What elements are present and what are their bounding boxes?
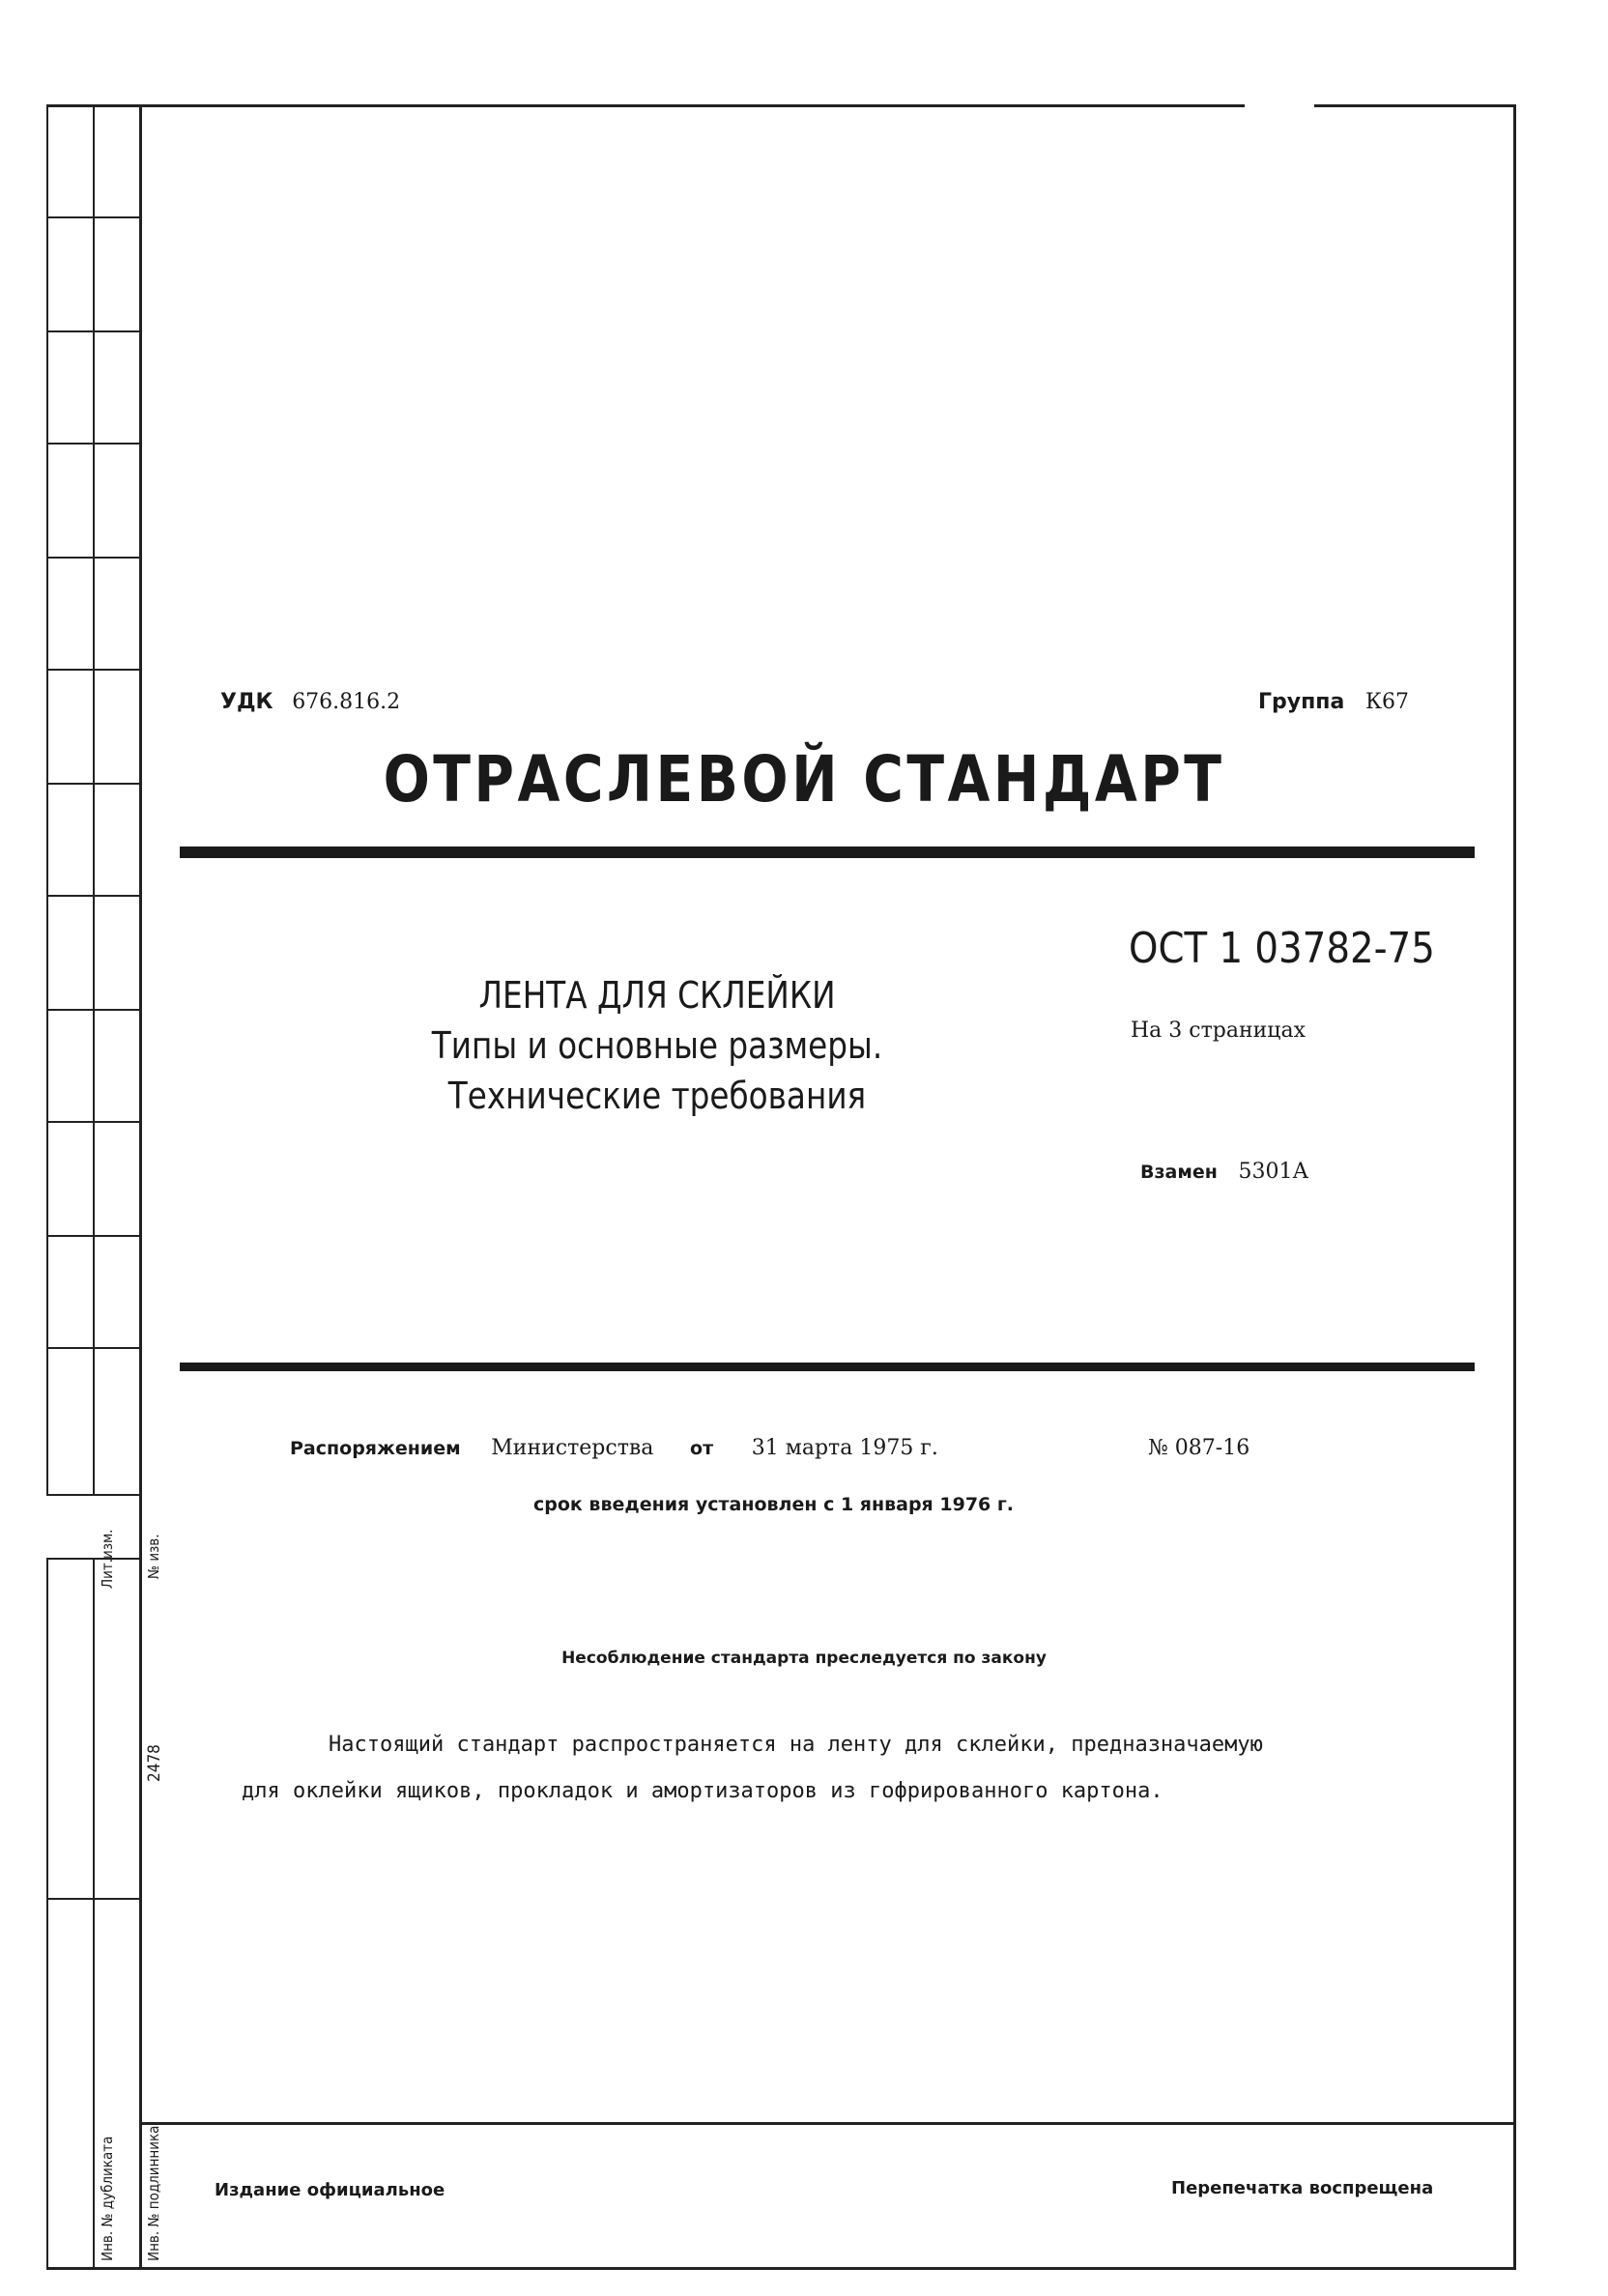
footer-official: Издание официальное — [215, 2180, 445, 2200]
stub-row-line — [46, 1235, 139, 1237]
subject-line-2: Типы и основные размеры. — [431, 1024, 883, 1067]
stub-row-line — [46, 1347, 139, 1349]
standard-number: ОСТ 1 03782-75 — [1129, 924, 1435, 973]
stub-row-line — [46, 330, 139, 332]
order-from: от — [690, 1438, 714, 1459]
replaces-value: 5301А — [1238, 1160, 1309, 1184]
order-label: Распоряжением — [290, 1438, 461, 1459]
stub-row-line — [46, 216, 139, 218]
stub-row-line — [46, 895, 139, 897]
order-line — [290, 1436, 1295, 1460]
stub-divider — [93, 104, 95, 1496]
body-line-2: для оклейки ящиков, прокладок и амортизаторов из гофрированного картона. — [242, 1779, 1163, 1803]
stub-border — [46, 104, 48, 1496]
stub-inv-podl: Инв. № подлинника — [145, 2125, 162, 2261]
stub-row-line — [46, 557, 139, 559]
order-number: № 087-16 — [1148, 1436, 1250, 1460]
footer-divider — [139, 2122, 1516, 2125]
group — [1258, 690, 1409, 714]
stub-no-izv: № изв. — [145, 1534, 162, 1579]
stub-row-line — [46, 1121, 139, 1123]
effective-date: срок введения установлен с 1 января 1976 г. — [533, 1494, 1015, 1515]
stub-inv-number: 2478 — [145, 1744, 164, 1782]
page-title: ОТРАСЛЕВОЙ СТАНДАРТ — [383, 742, 1225, 817]
udk-value: 676.816.2 — [292, 690, 401, 714]
stub-row-line — [46, 1009, 139, 1011]
body-paragraph — [242, 1722, 1498, 1815]
udk-label: УДК — [220, 690, 273, 714]
stub-inv-dubl: Инв. № дубликата — [99, 2136, 116, 2261]
frame-top-border — [46, 104, 1245, 107]
subject-line-3: Технические требования — [447, 1075, 867, 1117]
frame-inner-left-border — [139, 104, 142, 2269]
footer-reprint: Перепечатка воспрещена — [1171, 2178, 1434, 2198]
subject-line-1: ЛЕНТА ДЛЯ СКЛЕЙКИ — [478, 974, 836, 1017]
frame-bottom-border — [46, 2267, 1516, 2270]
order-ministry: Министерства — [491, 1436, 654, 1460]
title-rule — [180, 847, 1475, 858]
legal-warning: Несоблюдение стандарта преследуется по закону — [561, 1649, 1047, 1668]
replaces — [1140, 1160, 1308, 1184]
replaces-label: Взамен — [1140, 1162, 1218, 1183]
stub-row-line — [46, 443, 139, 445]
order-date: 31 марта 1975 г. — [751, 1436, 938, 1460]
subject-rule — [180, 1363, 1475, 1371]
group-value: К67 — [1365, 690, 1410, 714]
stub-row-line — [46, 1494, 139, 1496]
group-label: Группа — [1258, 690, 1345, 714]
stub-row-line — [46, 1558, 139, 1560]
stub-row-line — [46, 1898, 139, 1900]
body-line-1: Настоящий стандарт распространяется на ленту для склейки, предназначаемую — [329, 1733, 1263, 1757]
stub-lit-izm: Лит.изм. — [99, 1529, 116, 1589]
frame-top-border-right — [1314, 104, 1515, 107]
document-subject — [366, 970, 948, 1121]
page-count: На 3 страницах — [1131, 1019, 1306, 1043]
stub-row-line — [46, 669, 139, 671]
frame-right-border — [1513, 104, 1516, 2269]
udk — [220, 690, 400, 714]
